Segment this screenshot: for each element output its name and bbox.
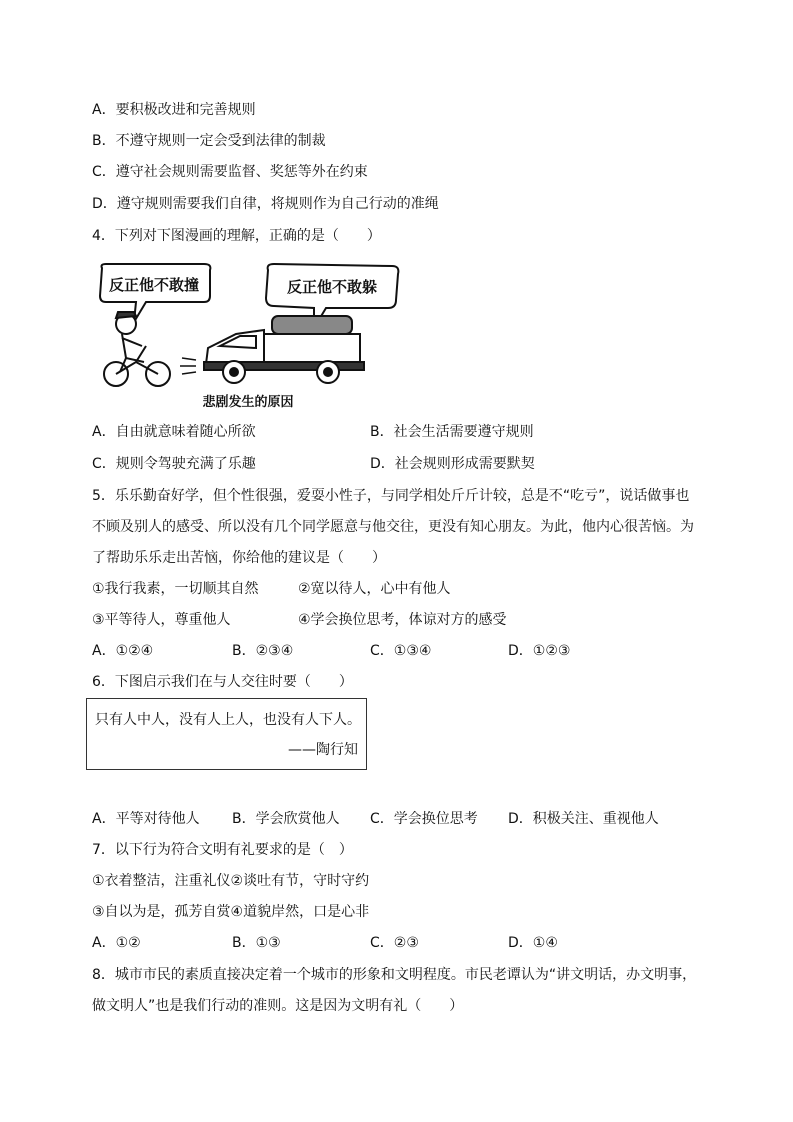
q4-option-d: D．社会规则形成需要默契 [370,456,535,472]
quote-author: ——陶行知 [288,742,358,758]
q3-option-b: B．不遵守规则一定会受到法律的制裁 [92,133,326,149]
q3-option-a: A．要积极改进和完善规则 [92,102,256,118]
q5-statement-2: ②宽以待人，心中有他人 [298,581,451,597]
q3-option-c: C．遵守社会规则需要监督、奖惩等外在约束 [92,164,368,180]
q7-statement-line-1: ①衣着整洁，注重礼仪②谈吐有节，守时守约 [92,873,370,889]
q5-stem-line-3: 了帮助乐乐走出苦恼，你给他的建议是（ ） [92,550,386,566]
q4-option-a: A．自由就意味着随心所欲 [92,424,256,440]
traffic-cartoon-image [96,262,402,414]
bubble-left-text: 反正他不敢撞 [108,276,200,294]
q4-option-c: C．规则令驾驶充满了乐趣 [92,456,256,472]
q7-option-d: D．①④ [508,935,558,951]
cyclist-figure [104,312,170,386]
q6-stem: 6．下图启示我们在与人交往时要（ ） [92,674,353,690]
q5-statement-4: ④学会换位思考，体谅对方的感受 [298,612,507,628]
q7-statement-line-2: ③自以为是，孤芳自赏④道貌岸然，口是心非 [92,904,370,920]
q7-option-b: B．①③ [232,935,281,951]
truck-figure [204,316,364,383]
cartoon-caption: 悲剧发生的原因 [202,395,294,410]
q6-option-d: D．积极关注、重视他人 [508,811,659,827]
bubble-right-text: 反正他不敢躲 [286,278,378,296]
q5-statement-3: ③平等待人，尊重他人 [92,612,231,628]
q7-option-a: A．①② [92,935,141,951]
q5-option-c: C．①③④ [370,643,432,659]
quote-text: 只有人中人，没有人上人，也没有人下人。 [95,712,361,728]
q7-stem: 7．以下行为符合文明有礼要求的是（ ） [92,842,353,858]
q5-stem-line-1: 5．乐乐勤奋好学，但个性很强，爱耍小性子，与同学相处斤斤计较，总是不“吃亏”，说话做事也 [92,488,690,504]
q6-option-a: A．平等对待他人 [92,811,200,827]
q4-option-b: B．社会生活需要遵守规则 [370,424,534,440]
q5-option-d: D．①②③ [508,643,571,659]
q8-stem-line-1: 8．城市市民的素质直接决定着一个城市的形象和文明程度。市民老谭认为“讲文明话，办文明事， [92,967,697,983]
q6-option-b: B．学会欣赏他人 [232,811,340,827]
q5-statement-1: ①我行我素，一切顺其自然 [92,581,259,597]
q6-option-c: C．学会换位思考 [370,811,478,827]
motion-lines [180,358,196,374]
q3-option-d: D．遵守规则需要我们自律，将规则作为自己行动的准绳 [92,196,439,212]
q7-option-c: C．②③ [370,935,419,951]
q5-option-b: B．②③④ [232,643,294,659]
q8-stem-line-2: 做文明人”也是我们行动的准则。这是因为文明有礼（ ） [92,998,464,1014]
q4-stem: 4．下列对下图漫画的理解，正确的是（ ） [92,228,381,244]
q5-stem-line-2: 不顾及别人的感受、所以没有几个同学愿意与他交往，更没有知心朋友。为此，他内心很苦恼。为 [92,519,694,535]
q5-option-a: A．①②④ [92,643,154,659]
quote-box [86,698,367,770]
